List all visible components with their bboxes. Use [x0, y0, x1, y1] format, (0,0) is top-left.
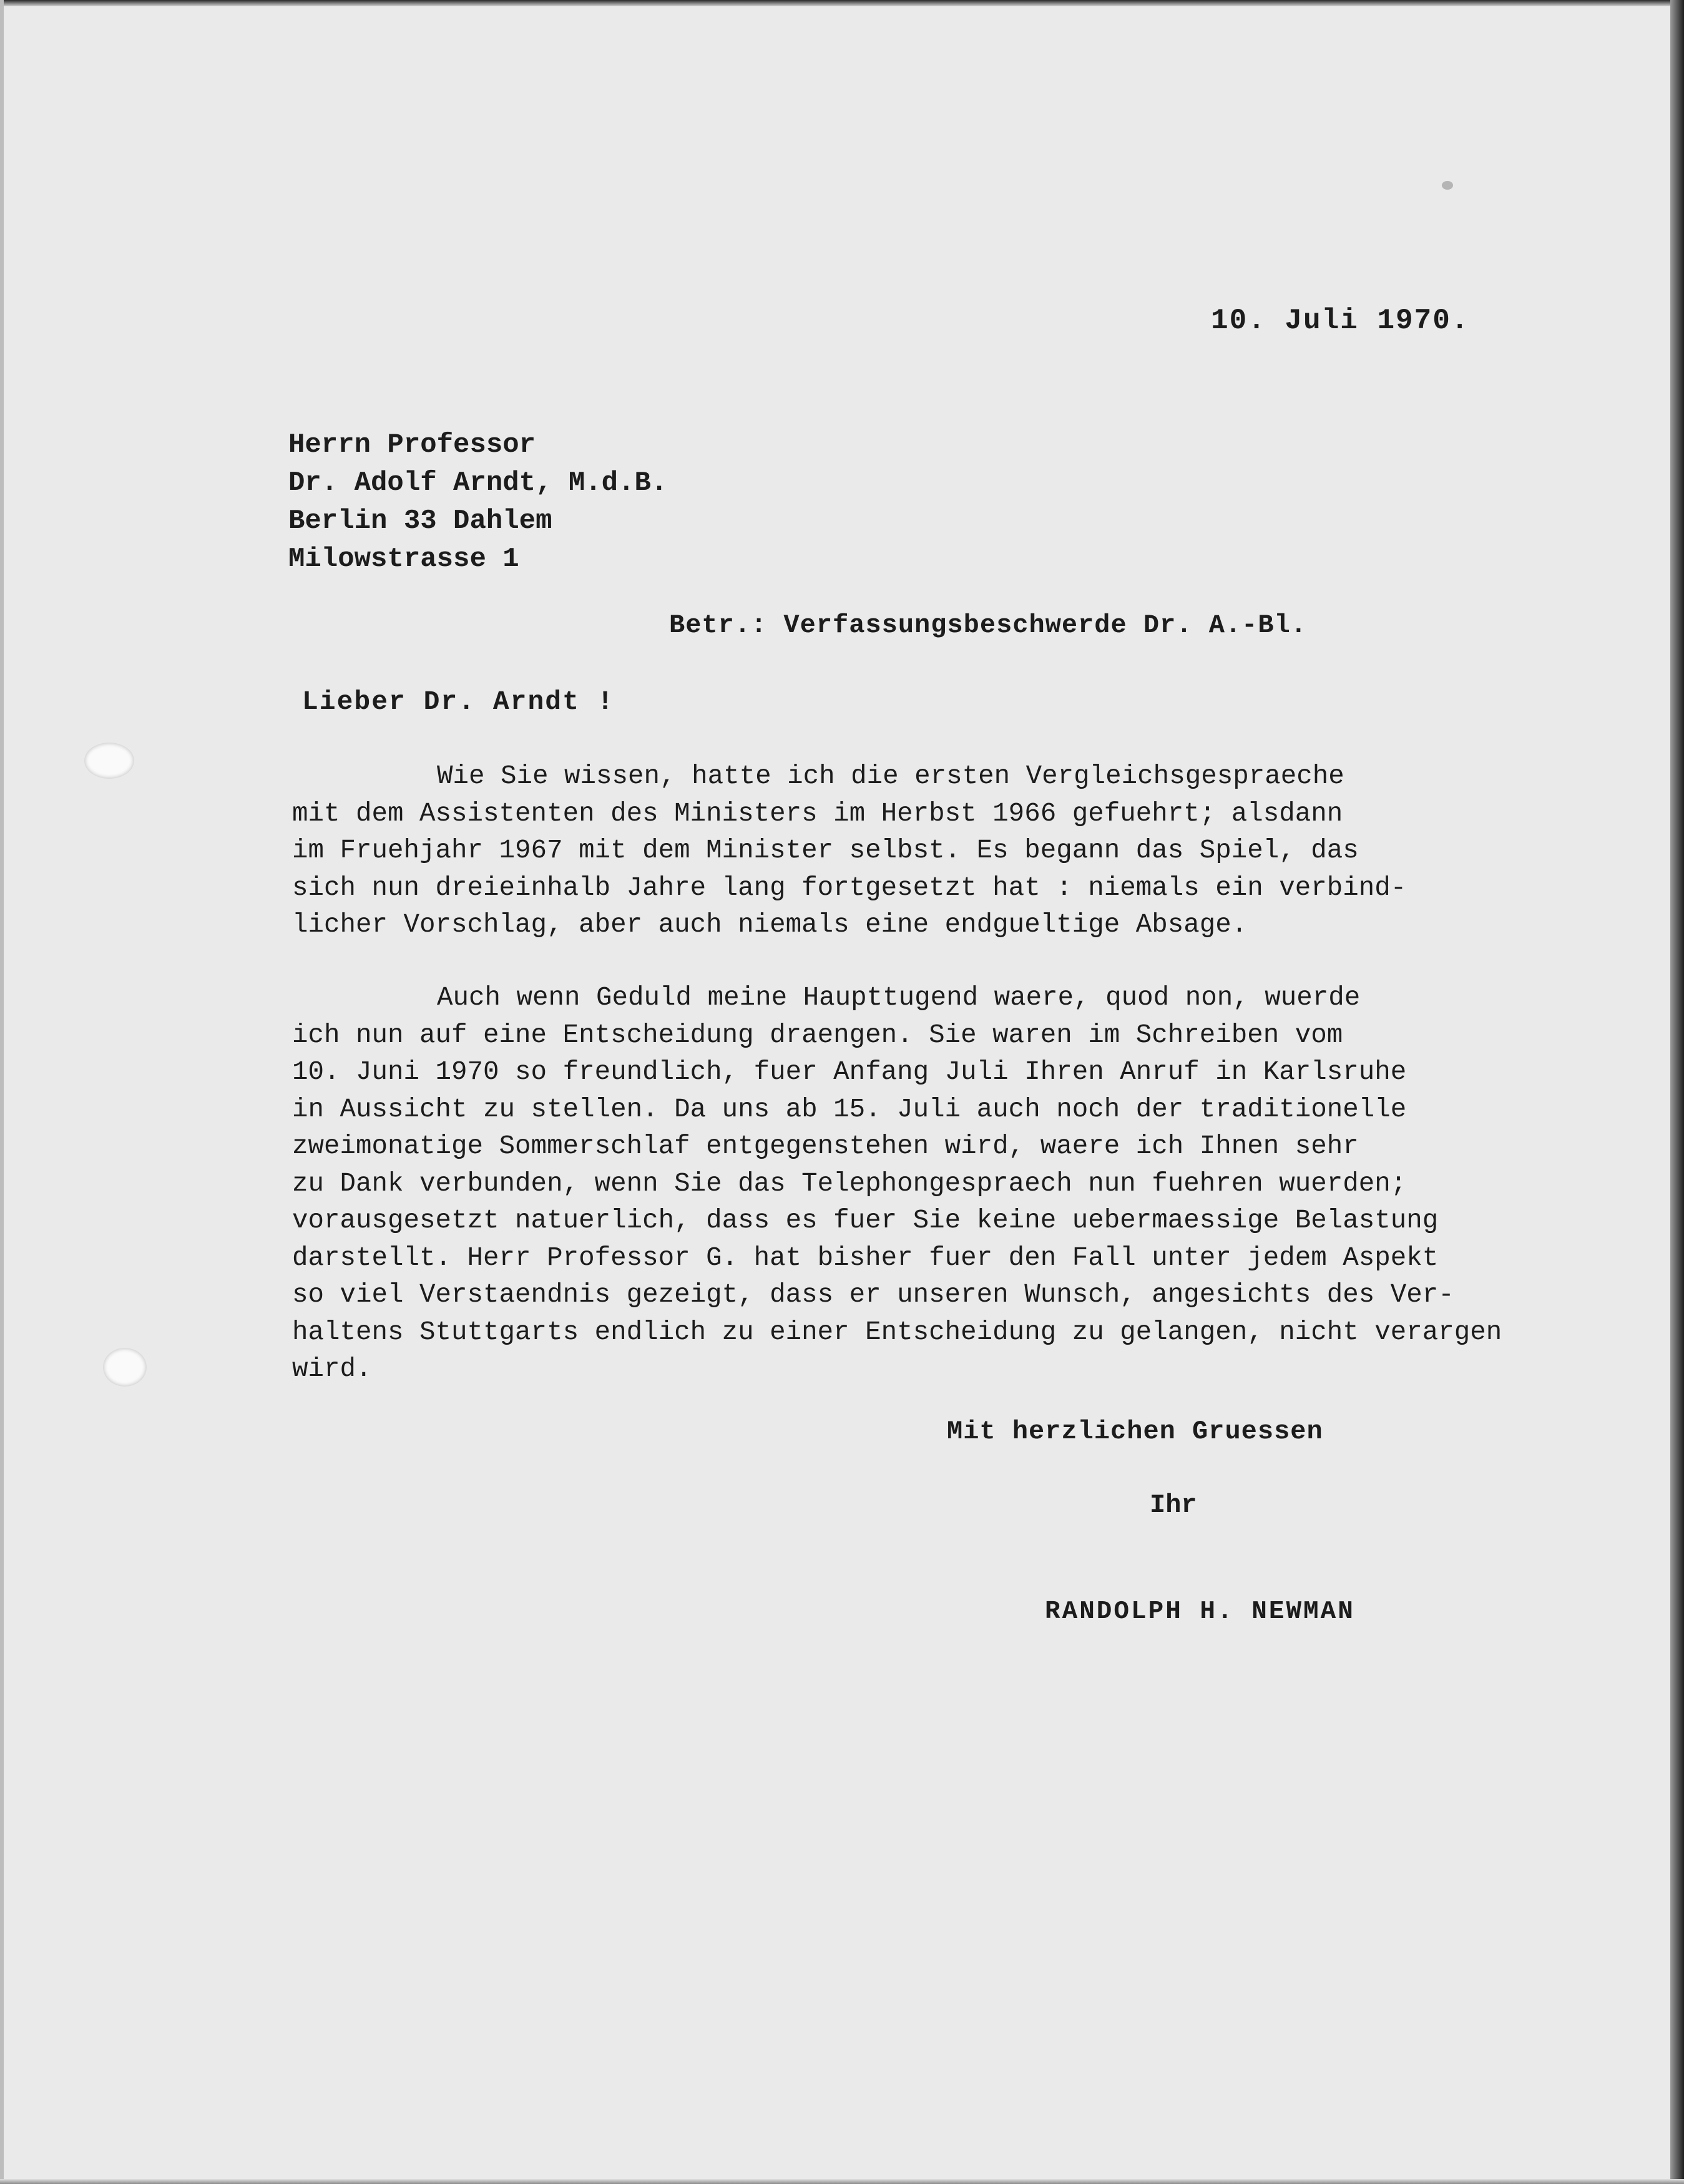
address-line: Dr. Adolf Arndt, M.d.B. — [288, 467, 668, 499]
sender-signature: RANDOLPH H. NEWMAN — [1045, 1597, 1355, 1626]
scan-edge-left — [0, 0, 4, 2184]
body-line: ich nun auf eine Entscheidung draengen. Sie waren im Schreiben vom — [292, 1020, 1343, 1050]
address-line: Milowstrasse 1 — [288, 544, 519, 575]
punch-hole — [103, 1348, 147, 1387]
closing-greeting: Mit herzlichen Gruessen — [947, 1416, 1323, 1446]
body-line: vorausgesetzt natuerlich, dass es fuer Sie keine uebermaessige Belastung — [292, 1206, 1439, 1236]
body-line: zweimonatige Sommerschlaf entgegenstehen wird, waere ich Ihnen sehr — [292, 1131, 1359, 1161]
scan-edge-bottom — [0, 2179, 1684, 2184]
body-line: 10. Juni 1970 so freundlich, fuer Anfang Juli Ihren Anruf in Karlsruhe — [292, 1057, 1407, 1087]
scan-edge-top — [0, 0, 1684, 6]
body-line: so viel Verstaendnis gezeigt, dass er unseren Wunsch, angesichts des Ver- — [292, 1280, 1454, 1310]
body-line: Auch wenn Geduld meine Haupttugend waere, quod non, wuerde — [437, 983, 1361, 1013]
body-line: im Fruehjahr 1967 mit dem Minister selbst. Es begann das Spiel, das — [292, 836, 1359, 865]
body-line: wird. — [292, 1354, 372, 1384]
body-line: zu Dank verbunden, wenn Sie das Telephongespraech nun fuehren wuerden; — [292, 1168, 1407, 1199]
body-paragraph-2 — [292, 980, 1534, 1388]
body-line: in Aussicht zu stellen. Da uns ab 15. Juli auch noch der traditionelle — [292, 1094, 1407, 1124]
salutation: Lieber Dr. Arndt ! — [302, 686, 615, 717]
punch-hole — [84, 743, 134, 779]
body-line: Wie Sie wissen, hatte ich die ersten Vergleichsgespraeche — [437, 761, 1344, 791]
body-line: sich nun dreieinhalb Jahre lang fortgesetzt hat : niemals ein verbind- — [292, 872, 1407, 903]
body-paragraph-1 — [292, 758, 1534, 944]
recipient-address — [288, 426, 667, 578]
scan-edge-right — [1670, 0, 1684, 2184]
body-line: haltens Stuttgarts endlich zu einer Entscheidung zu gelangen, nicht verargen — [292, 1317, 1502, 1347]
letter-date: 10. Juli 1970. — [1211, 305, 1470, 337]
address-line: Herrn Professor — [288, 429, 536, 461]
body-line: darstellt. Herr Professor G. hat bisher fuer den Fall unter jedem Aspekt — [292, 1242, 1439, 1273]
paper-speck — [1442, 181, 1453, 190]
address-line: Berlin 33 Dahlem — [288, 505, 552, 537]
body-line: licher Vorschlag, aber auch niemals eine endgueltige Absage. — [292, 910, 1248, 940]
body-line: mit dem Assistenten des Ministers im Herbst 1966 gefuehrt; alsdann — [292, 798, 1343, 829]
subject-line: Betr.: Verfassungsbeschwerde Dr. A.-Bl. — [669, 610, 1307, 640]
closing-word: Ihr — [1150, 1490, 1197, 1520]
